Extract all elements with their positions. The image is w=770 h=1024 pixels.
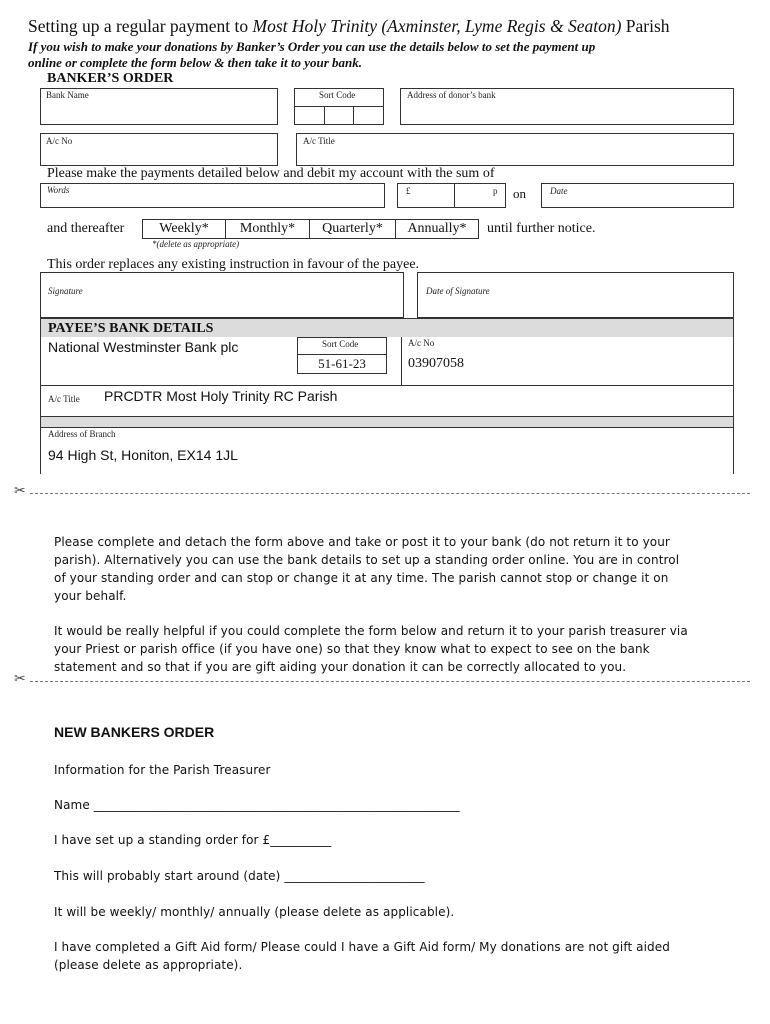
payee-ac-no-label: A/c No [408,338,435,348]
pence-label: p [493,186,498,196]
start-date-line[interactable]: This will probably start around (date) _______________________ [54,869,425,883]
payee-ac-title: PRCDTR Most Holy Trinity RC Parish [104,388,338,404]
payee-address-label: Address of Branch [48,429,116,439]
subtitle-line-1: If you wish to make your donations by Banker’s Order you can use the details below to set the payment up [28,39,596,54]
replaces-instruction: This order replaces any existing instruction in favour of the payee. [47,257,420,272]
payee-sort-code-label: Sort Code [322,339,359,349]
payee-heading: PAYEE’S BANK DETAILS [48,321,214,336]
bankers-order-heading: BANKER’S ORDER [47,71,174,86]
on-label: on [513,186,526,201]
frequency-selector [142,219,479,239]
until-notice: until further notice. [487,221,596,236]
bank-name-label: Bank Name [46,90,89,100]
donor-bank-address-label: Address of donor’s bank [407,90,496,100]
title-parish: Most Holy Trinity (Axminster, Lyme Regis & Seaton) [252,16,622,36]
frequency-quarterly[interactable]: Quarterly* [310,220,396,238]
payment-date-field[interactable] [541,183,734,208]
gift-aid-line-1: I have completed a Gift Aid form/ Please could I have a Gift Aid form/ My donations are not gift aided [54,940,670,954]
page-title [28,16,670,37]
donor-bank-address-field[interactable] [400,88,734,125]
instructions-line: parish). Alternatively you can use the bank details to set up a standing order online. You are in control [54,553,680,567]
payment-instruction: Please make the payments detailed below and debit my account with the sum of [47,166,495,181]
instructions-line: statement and so that if you are gift aiding your donation it can be correctly allocated to you. [54,660,627,674]
payee-bank-details-panel [40,318,734,474]
name-line[interactable]: Name ____________________________________________________________ [54,798,460,812]
ac-title-field[interactable] [296,133,734,166]
instructions-line: your behalf. [54,589,127,603]
pounds-pence-divider [454,184,455,207]
title-suffix: Parish [621,16,670,36]
amount-line[interactable]: I have set up a standing order for £__________ [54,833,332,847]
frequency-weekly[interactable]: Weekly* [143,220,226,238]
payee-ac-title-label: A/c Title [48,394,80,404]
amount-words-field[interactable] [40,183,385,208]
instructions-line: your Priest or parish office (if you have one) so that they know what to expect to see on the bank [54,642,650,656]
signature-field[interactable] [40,272,404,318]
date-label: Date [550,186,568,196]
payee-sort-code-divider [298,354,386,355]
sort-code-divider [295,106,383,107]
payee-ac-title-row [41,385,733,417]
sort-code-label: Sort Code [319,90,356,100]
instructions-paragraph-2 [54,622,688,676]
payee-bank-name: National Westminster Bank plc [48,339,239,355]
words-label: Words [47,185,70,195]
delete-note: *(delete as appropriate) [152,239,240,249]
sort-code-field[interactable] [294,88,384,125]
title-prefix: Setting up a regular payment to [28,16,253,36]
payee-sort-code-field [297,337,387,374]
frequency-annually[interactable]: Annually* [407,221,467,236]
scissors-icon: ✂ [14,671,26,687]
thereafter-label: and thereafter [47,221,125,236]
cut-line [30,681,750,682]
payee-branch-address: 94 High St, Honiton, EX14 1JL [48,447,238,463]
subtitle-line-2: online or complete the form below & then take it to your bank. [28,55,363,70]
frequency-monthly[interactable]: Monthly* [226,220,310,238]
scissors-icon: ✂ [14,483,26,499]
sort-code-divider [353,106,354,124]
signature-label: Signature [48,286,83,296]
pound-label: £ [406,186,411,196]
ac-no-field[interactable] [40,133,278,166]
instructions-line: It would be really helpful if you could complete the form below and return it to your parish treasurer via [54,624,688,638]
signature-date-field[interactable] [417,272,734,318]
gift-aid-line-2: (please delete as appropriate). [54,958,243,972]
payee-ac-no: 03907058 [408,356,464,371]
ac-no-label: A/c No [46,136,73,146]
ac-title-label: A/c Title [303,136,335,146]
cut-line [30,493,750,494]
instructions-line: of your standing order and can stop or change it at any time. The parish cannot stop or change it on [54,571,669,585]
payee-sort-code: 51-61-23 [318,356,366,371]
date-of-signature-label: Date of Signature [426,286,490,296]
bank-name-field[interactable] [40,88,278,125]
payee-branch-address-row [41,427,733,475]
new-order-heading: NEW BANKERS ORDER [54,724,215,740]
sort-code-divider [324,106,325,124]
instructions-paragraph-1 [54,533,679,605]
new-order-info: Information for the Parish Treasurer [54,763,271,777]
amount-figures-field[interactable] [397,183,506,208]
frequency-line: It will be weekly/ monthly/ annually (please delete as applicable). [54,905,455,919]
instructions-line: Please complete and detach the form above and take or post it to your bank (do not return it to your [54,535,670,549]
